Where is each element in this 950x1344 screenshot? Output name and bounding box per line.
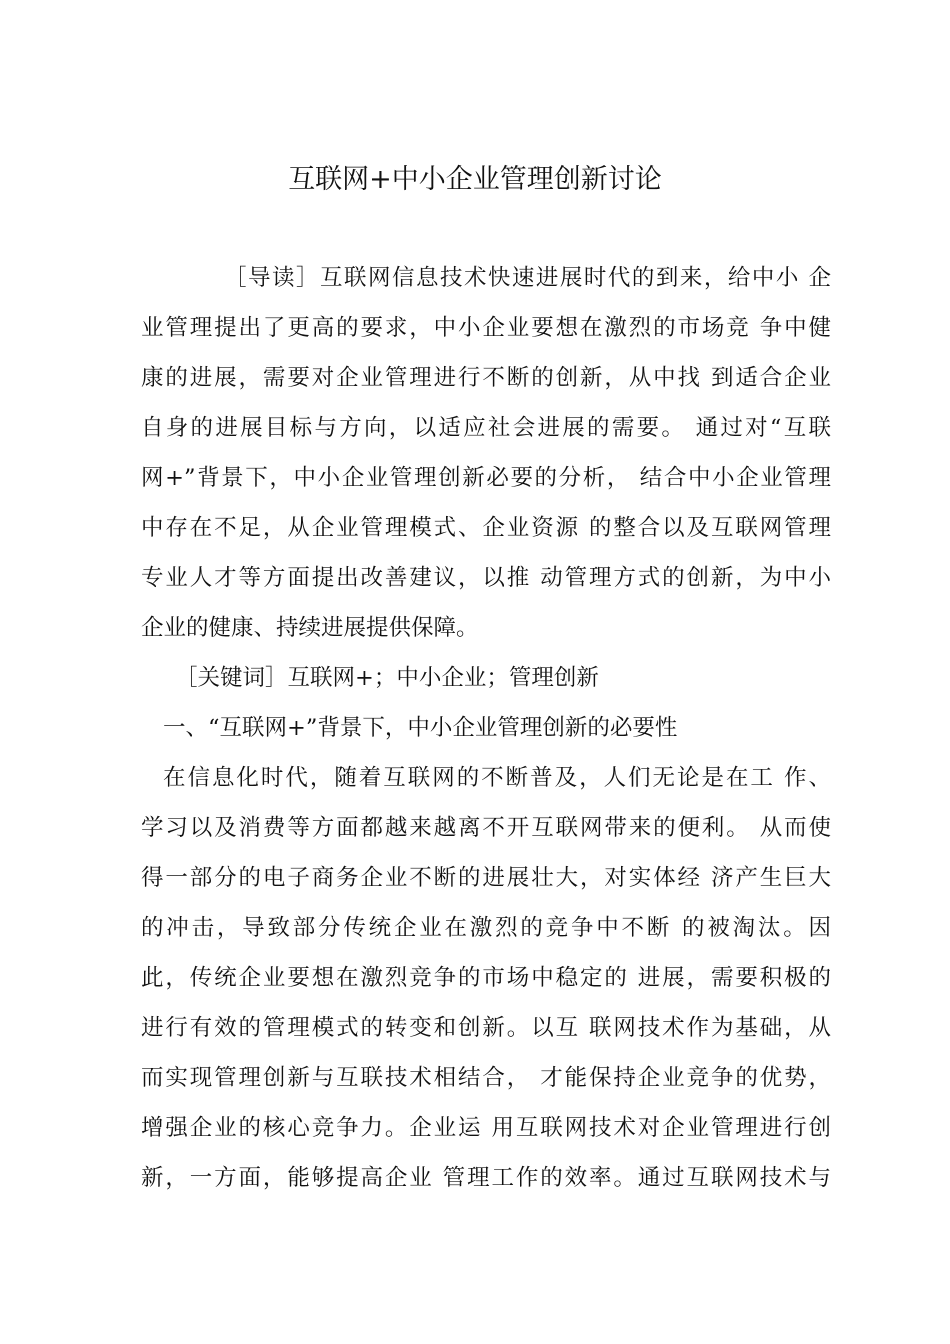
section-heading: 一、“互联网+”背景下，中小企业管理创新的必要性 bbox=[163, 715, 678, 741]
paragraph-line: 学习以及消费等方面都越来越离不开互联网带来的便利。 从而使 bbox=[141, 815, 831, 841]
paragraph-line: 中存在不足，从企业管理模式、企业资源 的整合以及互联网管理 bbox=[141, 515, 831, 541]
keywords-line: ［关键词］互联网+；中小企业；管理创新 bbox=[175, 665, 599, 691]
paragraph-line: 得一部分的电子商务企业不断的进展壮大，对实体经 济产生巨大 bbox=[141, 865, 831, 891]
paragraph-line: 网+”背景下，中小企业管理创新必要的分析， 结合中小企业管理 bbox=[141, 465, 831, 491]
paragraph-line: 在信息化时代，随着互联网的不断普及，人们无论是在工 作、 bbox=[163, 765, 831, 791]
paragraph-line: 新，一方面，能够提高企业 管理工作的效率。通过互联网技术与 bbox=[141, 1165, 831, 1191]
paragraph-line: 康的进展，需要对企业管理进行不断的创新，从中找 到适合企业 bbox=[141, 365, 831, 391]
paragraph-line: 业管理提出了更高的要求，中小企业要想在激烈的市场竞 争中健 bbox=[141, 315, 831, 341]
paragraph-line: 此，传统企业要想在激烈竞争的市场中稳定的 进展，需要积极的 bbox=[141, 965, 831, 991]
paragraph-line: 自身的进展目标与方向，以适应社会进展的需要。 通过对“互联 bbox=[141, 415, 831, 441]
paragraph-line: 增强企业的核心竞争力。企业运 用互联网技术对企业管理进行创 bbox=[141, 1115, 831, 1141]
paragraph-line: 进行有效的管理模式的转变和创新。以互 联网技术作为基础，从 bbox=[141, 1015, 831, 1041]
document-title: 互联网+中小企业管理创新讨论 bbox=[288, 164, 662, 195]
paragraph-line: 专业人才等方面提出改善建议，以推 动管理方式的创新，为中小 bbox=[141, 565, 831, 591]
paragraph-line: 企业的健康、持续进展提供保障。 bbox=[141, 615, 479, 641]
paragraph-line: ［导读］互联网信息技术快速进展时代的到来，给中小 企 bbox=[224, 265, 831, 291]
document-body bbox=[141, 253, 831, 1203]
paragraph-line: 的冲击，导致部分传统企业在激烈的竞争中不断 的被淘汰。因 bbox=[141, 915, 831, 941]
paragraph-line: 而实现管理创新与互联技术相结合， 才能保持企业竞争的优势， bbox=[141, 1065, 831, 1091]
